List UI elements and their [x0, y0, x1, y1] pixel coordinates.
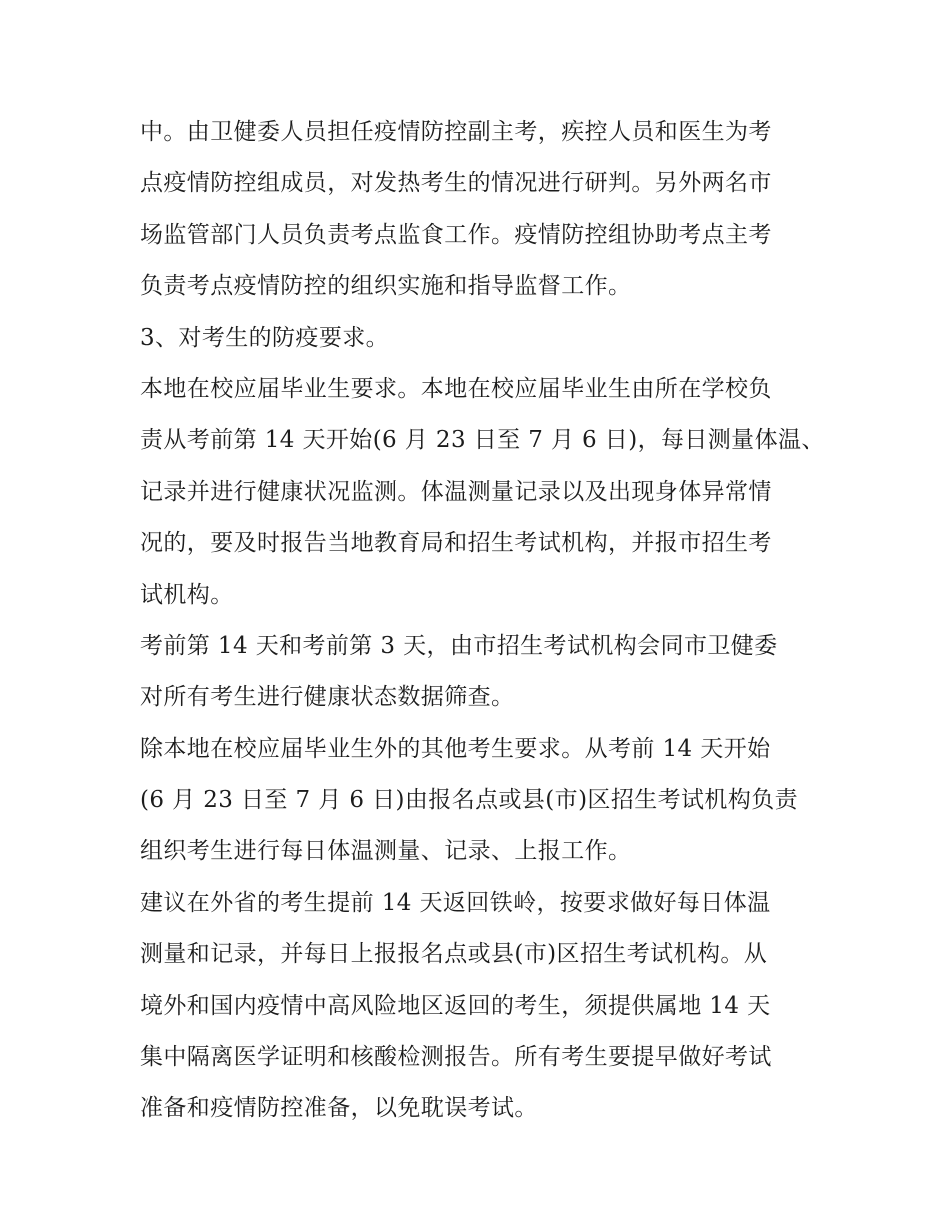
text-line: 对所有考生进行健康状态数据筛查。 — [140, 684, 515, 711]
text-line: 建议在外省的考生提前 14 天返回铁岭，按要求做好每日体温 — [140, 889, 771, 916]
text-line: 试机构。 — [140, 581, 234, 608]
text-line: 除本地在校应届毕业生外的其他考生要求。从考前 14 天开始 — [140, 735, 771, 762]
text-line: 责从考前第 14 天开始(6 月 23 日至 7 月 6 日)，每日测量体温、 — [140, 427, 825, 454]
text-line: 记录并进行健康状况监测。体温测量记录以及出现身体异常情 — [140, 478, 772, 505]
text-line: 中。由卫健委人员担任疫情防控副主考，疾控人员和医生为考 — [140, 119, 772, 145]
text-line: 场监管部门人员负责考点监食工作。疫情防控组协助考点主考 — [140, 221, 772, 248]
text-line: (6 月 23 日至 7 月 6 日)由报名点或县(市)区招生考试机构负责 — [140, 787, 799, 814]
text-line: 准备和疫情防控准备，以免耽误考试。 — [140, 1095, 538, 1122]
text-line: 本地在校应届毕业生要求。本地在校应届毕业生由所在学校负 — [140, 375, 772, 402]
text-line: 负责考点疫情防控的组织实施和指导监督工作。 — [140, 273, 632, 300]
text-line: 境外和国内疫情中高风险地区返回的考生，须提供属地 14 天 — [140, 992, 771, 1019]
text-line: 测量和记录，并每日上报报名点或县(市)区招生考试机构。从 — [140, 941, 768, 968]
text-line: 点疫情防控组成员，对发热考生的情况进行研判。另外两名市 — [140, 170, 772, 197]
text-line: 况的，要及时报告当地教育局和招生考试机构，并报市招生考 — [140, 530, 772, 557]
text-line: 组织考生进行每日体温测量、记录、上报工作。 — [140, 838, 632, 865]
document-body — [140, 107, 825, 1135]
section-heading: 3、对考生的防疫要求。 — [140, 324, 390, 351]
text-line: 集中隔离医学证明和核酸检测报告。所有考生要提早做好考试 — [140, 1044, 772, 1071]
text-line: 考前第 14 天和考前第 3 天，由市招生考试机构会同市卫健委 — [140, 632, 778, 659]
